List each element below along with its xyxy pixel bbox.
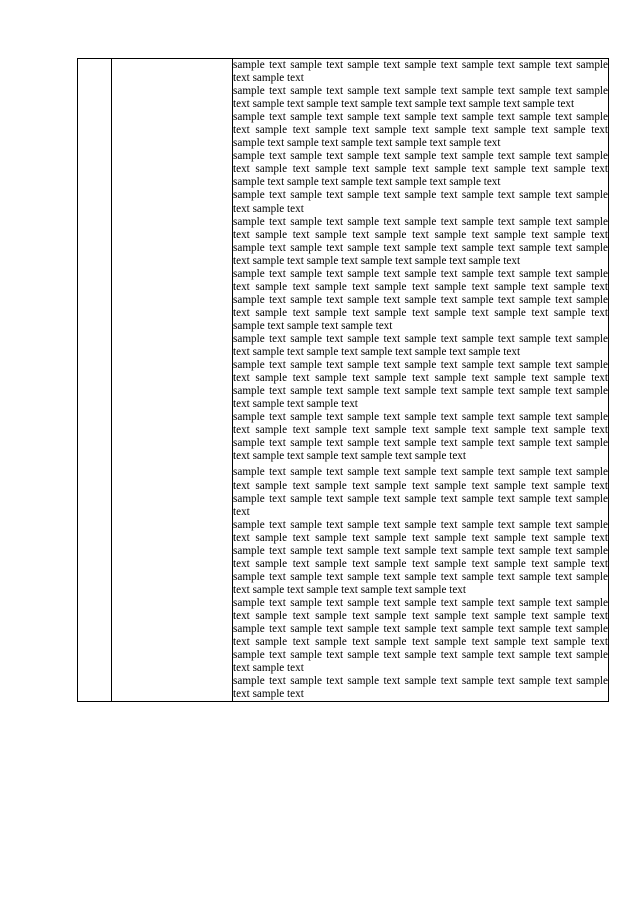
paragraph: sample text sample text sample text sample text sample text sample text sample text sample text sample text sample text sample text sample text sample text sample text sample text sample text sample text sample text sample text sample text sample text sample text sample text sample text — [233, 411, 608, 463]
paragraph: sample text sample text sample text sample text sample text sample text sample text sample text sample text sample text sample text sample text sample text sample text sample text sample text sample text sample text sample text sample text sample text sample text sample text sample text sample text sample text sample text sample text sample text — [233, 267, 608, 332]
table-cell-name — [112, 59, 233, 702]
paragraph: sample text sample text sample text sample text sample text sample text sample text sample text — [233, 59, 608, 85]
paragraph: sample text sample text sample text sample text sample text sample text sample text sample text sample text sample text sample text sample text sample text — [233, 85, 608, 111]
paragraph: sample text sample text sample text sample text sample text sample text sample text sample text sample text sample text sample text sample text sample text sample text sample text sample text sample text sample text — [233, 150, 608, 189]
table-cell-number — [78, 59, 112, 702]
table-row — [78, 59, 609, 702]
paragraph: sample text sample text sample text sample text sample text sample text sample text sample text sample text sample text sample text sample text — [233, 332, 608, 359]
paragraph: sample text sample text sample text sample text sample text sample text sample text sample text sample text sample text sample text sample text sample text sample text sample text sample text sample text sample text sample text sample text sample text sample text sample text sample text sample text — [233, 215, 608, 267]
paragraph: sample text sample text sample text sample text sample text sample text sample text sample text sample text sample text sample text sample text sample text sample text sample text sample text sample text sample text sample text sample text sample text sample text sample text sample text sample text sample text sample text sample text sample text sample text sample text sample text sample text sample text sample text sample text sample text — [233, 518, 608, 596]
paragraph: sample text sample text sample text sample text sample text sample text sample text sample text sample text sample text sample text sample text sample text sample text sample text sample text sample text sample text — [233, 111, 608, 150]
paragraph: sample text sample text sample text sample text sample text sample text sample text sample text sample text sample text sample text sample text sample text sample text sample text sample text sample text sample text sample text sample text — [233, 466, 608, 518]
table-cell-content — [233, 59, 609, 702]
document-table — [77, 58, 609, 702]
paragraph: sample text sample text sample text sample text sample text sample text sample text sample text sample text sample text sample text sample text sample text sample text sample text sample text sample text sample text sample text sample text sample text sample text — [233, 359, 608, 411]
paragraph: sample text sample text sample text sample text sample text sample text sample text sample text sample text sample text sample text sample text sample text sample text sample text sample text sample text sample text sample text sample text sample text sample text sample text sample text sample text sample text sample text sample text sample text sample text sample text sample text sample text sample text — [233, 596, 608, 675]
paragraph: sample text sample text sample text sample text sample text sample text sample text sample text — [233, 189, 608, 215]
paragraph: sample text sample text sample text sample text sample text sample text sample text sample text — [233, 675, 608, 701]
